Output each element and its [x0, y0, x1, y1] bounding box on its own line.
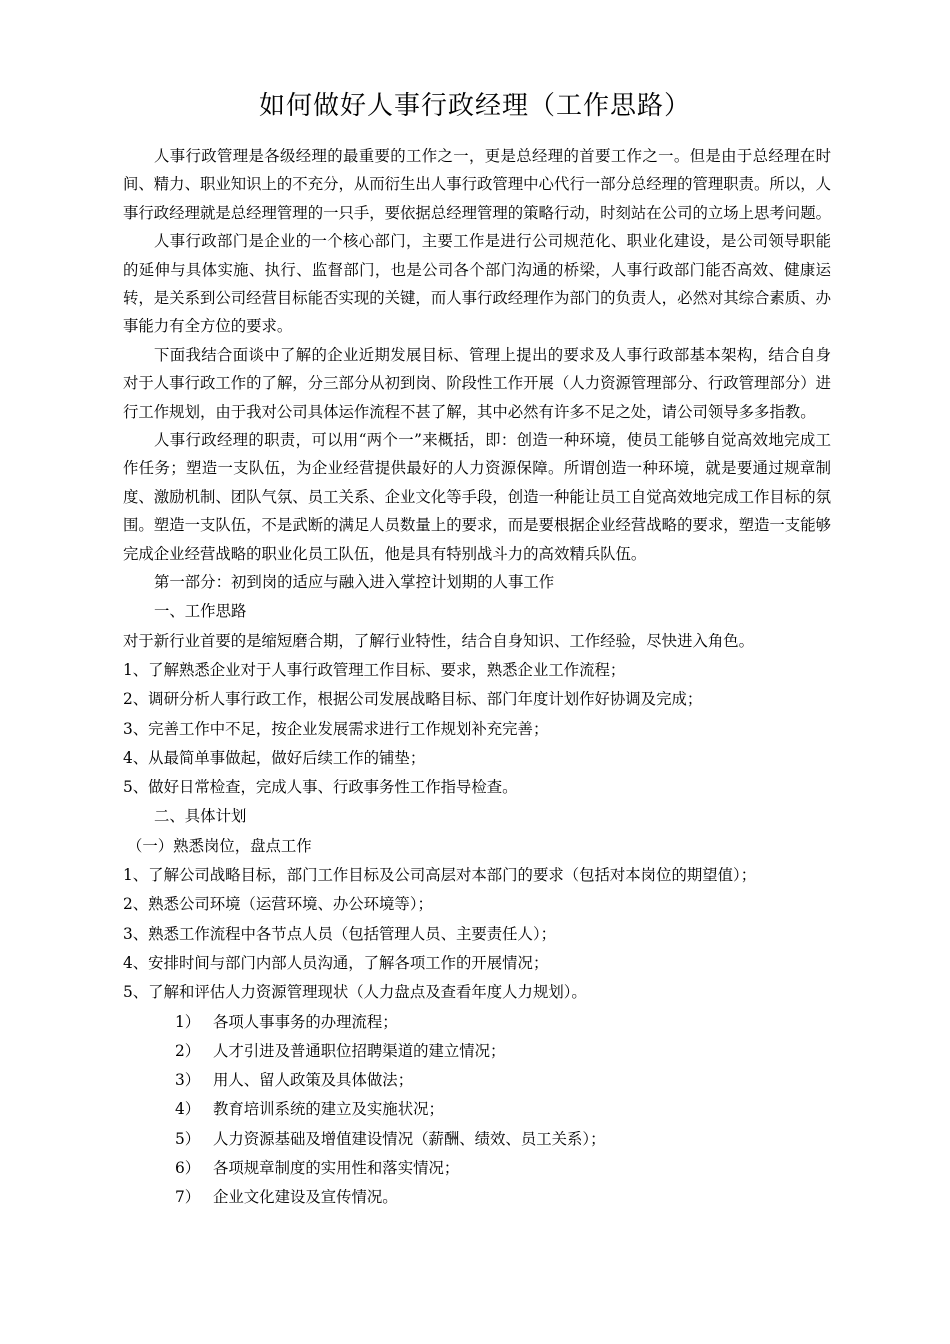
list-item: 4、安排时间与部门内部人员沟通，了解各项工作的开展情况；	[123, 953, 549, 972]
sub-list-number: 3）	[175, 1071, 201, 1090]
section1-intro: 对于新行业首要的是缩短磨合期，了解行业特性，结合自身知识、工作经验，尽快进入角色。	[123, 631, 755, 650]
list-item: 4、从最简单事做起，做好后续工作的铺垫；	[123, 748, 426, 767]
section2-subheading: （一）熟悉岗位，盘点工作	[127, 836, 312, 855]
sub-list-text: 各项规章制度的实用性和落实情况；	[213, 1159, 460, 1178]
sub-list-item	[123, 1154, 831, 1183]
section1-heading: 一、工作思路	[154, 602, 247, 621]
sub-list-number: 2）	[175, 1041, 201, 1060]
sub-list-number: 1）	[175, 1012, 201, 1031]
sub-list-number: 5）	[175, 1129, 201, 1148]
list-item: 3、完善工作中不足，按企业发展需求进行工作规划补充完善；	[123, 719, 549, 738]
sub-list-item	[123, 1008, 831, 1037]
sub-list-number: 7）	[175, 1188, 201, 1207]
list-item: 2、熟悉公司环境（运营环境、办公环境等）；	[123, 895, 433, 914]
sub-list-number: 6）	[175, 1159, 201, 1178]
sub-list-item	[123, 1183, 831, 1212]
document-body	[123, 142, 831, 1213]
list-item: 2、调研分析人事行政工作，根据公司发展战略目标、部门年度计划作好协调及完成；	[123, 690, 703, 709]
sub-list-item	[123, 1066, 831, 1095]
list-item: 3、熟悉工作流程中各节点人员（包括管理人员、主要责任人）；	[123, 924, 557, 943]
document-title: 如何做好人事行政经理（工作思路）	[258, 91, 691, 121]
sub-list-text: 各项人事事务的办理流程；	[213, 1012, 398, 1031]
paragraph-department: 人事行政部门是企业的一个核心部门，主要工作是进行公司规范化、职业化建设，是公司领导职能的延伸与具体实施、执行、监督部门，也是公司各个部门沟通的桥梁，人事行政部门能否高效、健康运转，是关系到公司经营目标能否实现的关键，而人事行政经理作为部门的负责人，必然对其综合素质、办事能力有全方位的要求。	[123, 232, 831, 336]
sub-list-item	[123, 1095, 831, 1124]
sub-list-text: 人力资源基础及增值建设情况（薪酬、绩效、员工关系）；	[213, 1129, 606, 1148]
list-item: 5、了解和评估人力资源管理现状（人力盘点及查看年度人力规划）。	[123, 983, 587, 1002]
part1-heading: 第一部分：初到岗的适应与融入进入掌控计划期的人事工作	[154, 573, 555, 592]
list-item: 1、了解熟悉企业对于人事行政管理工作目标、要求，熟悉企业工作流程；	[123, 660, 626, 679]
sub-list-item	[123, 1037, 831, 1066]
list-item: 1、了解公司战略目标，部门工作目标及公司高层对本部门的要求（包括对本岗位的期望值）；	[123, 866, 757, 885]
sub-list-text: 教育培训系统的建立及实施状况；	[213, 1100, 444, 1119]
paragraph-plan-overview: 下面我结合面谈中了解的企业近期发展目标、管理上提出的要求及人事行政部基本架构，结合自身对于人事行政工作的了解，分三部分从初到岗、阶段性工作开展（人力资源管理部分、行政管理部分）进行工作规划，由于我对公司具体运作流程不甚了解，其中必然有许多不足之处，请公司领导多多指教。	[123, 345, 831, 421]
paragraph-intro: 人事行政管理是各级经理的最重要的工作之一，更是总经理的首要工作之一。但是由于总经理在时间、精力、职业知识上的不充分，从而衍生出人事行政管理中心代行一部分总经理的管理职责。所以，人事行政经理就是总经理管理的一只手，要依据总经理管理的策略行动，时刻站在公司的立场上思考问题。	[123, 147, 831, 222]
section2-heading: 二、具体计划	[154, 807, 247, 826]
sub-list-text: 人才引进及普通职位招聘渠道的建立情况；	[213, 1041, 506, 1060]
sub-list-number: 4）	[175, 1100, 201, 1119]
sub-list-item	[123, 1125, 831, 1154]
list-item: 5、做好日常检查，完成人事、行政事务性工作指导检查。	[123, 778, 518, 797]
sub-list-text: 用人、留人政策及具体做法；	[213, 1071, 414, 1090]
sub-list-text: 企业文化建设及宣传情况。	[213, 1188, 398, 1207]
paragraph-responsibilities: 人事行政经理的职责，可以用“两个一”来概括，即：创造一种环境，使员工能够自觉高效地完成工作任务；塑造一支队伍，为企业经营提供最好的人力资源保障。所谓创造一种环境，就是要通过规章制度、激励机制、团队气氛、员工关系、企业文化等手段，创造一种能让员工自觉高效地完成工作目标的氛围。塑造一支队伍，不是武断的满足人员数量上的要求，而是要根据企业经营战略的要求，塑造一支能够完成企业经营战略的职业化员工队伍，他是具有特别战斗力的高效精兵队伍。	[123, 431, 831, 563]
